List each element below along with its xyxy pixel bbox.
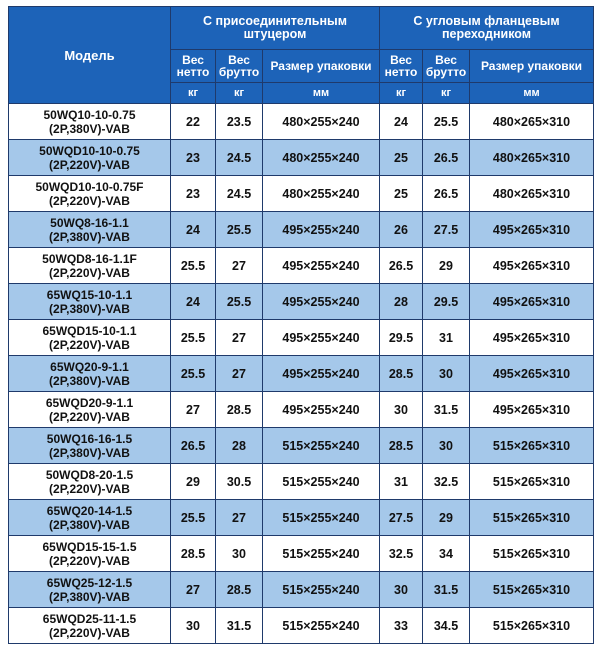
model-name: 65WQ25-12-1.5 [46, 575, 133, 590]
table-row [9, 320, 594, 356]
model-cell [9, 212, 171, 248]
table-row [9, 176, 594, 212]
gross-weight-cell: 28.5 [216, 572, 263, 608]
pack-size-cell: 495×255×240 [263, 392, 380, 428]
model-spec: (2P,220V)-VAB [49, 553, 130, 568]
pack-size-cell: 480×265×310 [470, 104, 594, 140]
gross-weight-cell: 27 [216, 356, 263, 392]
pack-size-cell: 515×265×310 [470, 464, 594, 500]
net-weight-cell: 25 [380, 140, 423, 176]
pack-size-cell: 480×255×240 [263, 176, 380, 212]
gross-weight-cell: 24.5 [216, 140, 263, 176]
pack-size-cell: 495×265×310 [470, 248, 594, 284]
gross-weight-cell: 31.5 [423, 572, 470, 608]
model-spec: (2P,380V)-VAB [49, 301, 130, 316]
gross-weight-cell: 25.5 [216, 284, 263, 320]
net-weight-cell: 25.5 [171, 320, 216, 356]
net-weight-cell: 24 [171, 284, 216, 320]
net-weight-cell: 31 [380, 464, 423, 500]
net-weight-cell: 25 [380, 176, 423, 212]
gross-weight-header: Вес брутто [216, 50, 263, 83]
net-weight-cell: 29.5 [380, 320, 423, 356]
model-name: 50WQ10-10-0.75 [43, 107, 136, 122]
model-spec: (2P,380V)-VAB [49, 589, 130, 604]
model-name: 65WQ20-9-1.1 [50, 359, 129, 374]
model-cell [9, 320, 171, 356]
gross-weight-cell: 30 [423, 356, 470, 392]
pack-size-cell: 480×255×240 [263, 104, 380, 140]
model-cell [9, 500, 171, 536]
model-name: 50WQD10-10-0.75F [35, 179, 144, 194]
model-cell [9, 356, 171, 392]
model-column-header: Модель [9, 7, 171, 104]
net-weight-cell: 30 [380, 392, 423, 428]
net-weight-cell: 25.5 [171, 500, 216, 536]
model-name: 50WQ16-16-1.5 [46, 431, 133, 446]
gross-weight-cell: 27.5 [423, 212, 470, 248]
table-row [9, 284, 594, 320]
flange-group-header: С угловым фланцевым переходником [380, 7, 594, 50]
model-cell [9, 140, 171, 176]
pack-size-cell: 515×255×240 [263, 500, 380, 536]
net-weight-cell: 28.5 [171, 536, 216, 572]
model-name: 65WQD25-11-1.5 [42, 611, 137, 626]
pack-size-cell: 515×265×310 [470, 428, 594, 464]
spec-table-wrapper [8, 6, 594, 644]
gross-weight-cell: 29.5 [423, 284, 470, 320]
gross-weight-cell: 30 [423, 428, 470, 464]
net-weight-cell: 22 [171, 104, 216, 140]
pack-size-cell: 515×255×240 [263, 536, 380, 572]
gross-weight-cell: 34 [423, 536, 470, 572]
model-spec: (2P,220V)-VAB [49, 625, 130, 640]
pack-size-header: Размер упаковки [470, 50, 594, 83]
table-row [9, 428, 594, 464]
unit-kg: кг [216, 83, 263, 104]
net-weight-cell: 28 [380, 284, 423, 320]
pack-size-cell: 495×255×240 [263, 248, 380, 284]
pack-size-cell: 515×265×310 [470, 572, 594, 608]
model-name: 65WQD20-9-1.1 [45, 395, 134, 410]
model-name: 65WQD15-15-1.5 [42, 539, 137, 554]
gross-weight-cell: 32.5 [423, 464, 470, 500]
gross-weight-cell: 27 [216, 248, 263, 284]
fitting-group-header: С присоединительным штуцером [171, 7, 380, 50]
table-row [9, 536, 594, 572]
gross-weight-cell: 25.5 [216, 212, 263, 248]
model-spec: (2P,220V)-VAB [49, 409, 130, 424]
unit-kg: кг [380, 83, 423, 104]
gross-weight-cell: 23.5 [216, 104, 263, 140]
pack-size-cell: 495×265×310 [470, 284, 594, 320]
model-name: 65WQ20-14-1.5 [46, 503, 133, 518]
net-weight-cell: 26 [380, 212, 423, 248]
gross-weight-cell: 24.5 [216, 176, 263, 212]
model-cell [9, 392, 171, 428]
table-row [9, 140, 594, 176]
pack-size-cell: 515×255×240 [263, 428, 380, 464]
unit-kg: кг [171, 83, 216, 104]
pack-size-cell: 480×265×310 [470, 176, 594, 212]
model-spec: (2P,220V)-VAB [49, 265, 130, 280]
pack-size-cell: 495×255×240 [263, 212, 380, 248]
model-cell [9, 572, 171, 608]
pack-size-cell: 515×255×240 [263, 464, 380, 500]
gross-weight-cell: 28 [216, 428, 263, 464]
net-weight-cell: 30 [380, 572, 423, 608]
table-row [9, 392, 594, 428]
pack-size-cell: 495×255×240 [263, 284, 380, 320]
pack-size-cell: 480×265×310 [470, 140, 594, 176]
gross-weight-cell: 29 [423, 248, 470, 284]
table-row [9, 500, 594, 536]
table-row [9, 212, 594, 248]
model-name: 50WQD8-16-1.1F [42, 251, 137, 266]
pack-size-cell: 495×265×310 [470, 356, 594, 392]
model-cell [9, 284, 171, 320]
gross-weight-cell: 28.5 [216, 392, 263, 428]
gross-weight-header: Вес брутто [423, 50, 470, 83]
pack-size-cell: 515×255×240 [263, 572, 380, 608]
net-weight-cell: 33 [380, 608, 423, 644]
net-weight-cell: 25.5 [171, 248, 216, 284]
model-name: 65WQ15-10-1.1 [46, 287, 133, 302]
net-weight-cell: 27 [171, 392, 216, 428]
net-weight-cell: 24 [171, 212, 216, 248]
model-spec: (2P,220V)-VAB [49, 157, 130, 172]
gross-weight-cell: 31.5 [216, 608, 263, 644]
gross-weight-cell: 25.5 [423, 104, 470, 140]
net-weight-cell: 29 [171, 464, 216, 500]
net-weight-cell: 23 [171, 176, 216, 212]
gross-weight-cell: 27 [216, 320, 263, 356]
pack-size-cell: 480×255×240 [263, 140, 380, 176]
unit-mm: мм [263, 83, 380, 104]
gross-weight-cell: 31 [423, 320, 470, 356]
unit-mm: мм [470, 83, 594, 104]
net-weight-cell: 27 [171, 572, 216, 608]
pack-size-cell: 515×255×240 [263, 608, 380, 644]
model-spec: (2P,220V)-VAB [49, 481, 130, 496]
table-row [9, 464, 594, 500]
model-spec: (2P,380V)-VAB [49, 373, 130, 388]
pack-size-cell: 495×265×310 [470, 212, 594, 248]
table-row [9, 572, 594, 608]
gross-weight-cell: 29 [423, 500, 470, 536]
model-cell [9, 608, 171, 644]
gross-weight-cell: 26.5 [423, 176, 470, 212]
pump-packaging-table [8, 6, 594, 644]
model-cell [9, 176, 171, 212]
model-spec: (2P,380V)-VAB [49, 445, 130, 460]
model-name: 50WQD8-20-1.5 [45, 467, 134, 482]
model-spec: (2P,380V)-VAB [49, 517, 130, 532]
pack-size-cell: 495×255×240 [263, 320, 380, 356]
net-weight-cell: 32.5 [380, 536, 423, 572]
net-weight-cell: 23 [171, 140, 216, 176]
net-weight-cell: 28.5 [380, 356, 423, 392]
model-cell [9, 104, 171, 140]
model-cell [9, 464, 171, 500]
unit-kg: кг [423, 83, 470, 104]
net-weight-header: Вес нетто [380, 50, 423, 83]
gross-weight-cell: 30 [216, 536, 263, 572]
table-row [9, 248, 594, 284]
net-weight-cell: 25.5 [171, 356, 216, 392]
model-spec: (2P,380V)-VAB [49, 121, 130, 136]
net-weight-cell: 24 [380, 104, 423, 140]
model-spec: (2P,220V)-VAB [49, 337, 130, 352]
net-weight-cell: 26.5 [380, 248, 423, 284]
pack-size-header: Размер упаковки [263, 50, 380, 83]
table-body [9, 104, 594, 644]
model-spec: (2P,220V)-VAB [49, 193, 130, 208]
model-cell [9, 536, 171, 572]
gross-weight-cell: 31.5 [423, 392, 470, 428]
gross-weight-cell: 26.5 [423, 140, 470, 176]
pack-size-cell: 495×265×310 [470, 320, 594, 356]
pack-size-cell: 495×255×240 [263, 356, 380, 392]
table-row [9, 608, 594, 644]
pack-size-cell: 495×265×310 [470, 392, 594, 428]
model-cell [9, 428, 171, 464]
model-spec: (2P,380V)-VAB [49, 229, 130, 244]
model-name: 65WQD15-10-1.1 [42, 323, 137, 338]
net-weight-cell: 26.5 [171, 428, 216, 464]
net-weight-cell: 27.5 [380, 500, 423, 536]
model-cell [9, 248, 171, 284]
pack-size-cell: 515×265×310 [470, 500, 594, 536]
pack-size-cell: 515×265×310 [470, 608, 594, 644]
table-row [9, 104, 594, 140]
gross-weight-cell: 30.5 [216, 464, 263, 500]
net-weight-header: Вес нетто [171, 50, 216, 83]
model-name: 50WQ8-16-1.1 [50, 215, 129, 230]
net-weight-cell: 30 [171, 608, 216, 644]
net-weight-cell: 28.5 [380, 428, 423, 464]
gross-weight-cell: 34.5 [423, 608, 470, 644]
gross-weight-cell: 27 [216, 500, 263, 536]
pack-size-cell: 515×265×310 [470, 536, 594, 572]
table-row [9, 356, 594, 392]
model-name: 50WQD10-10-0.75 [39, 143, 140, 158]
